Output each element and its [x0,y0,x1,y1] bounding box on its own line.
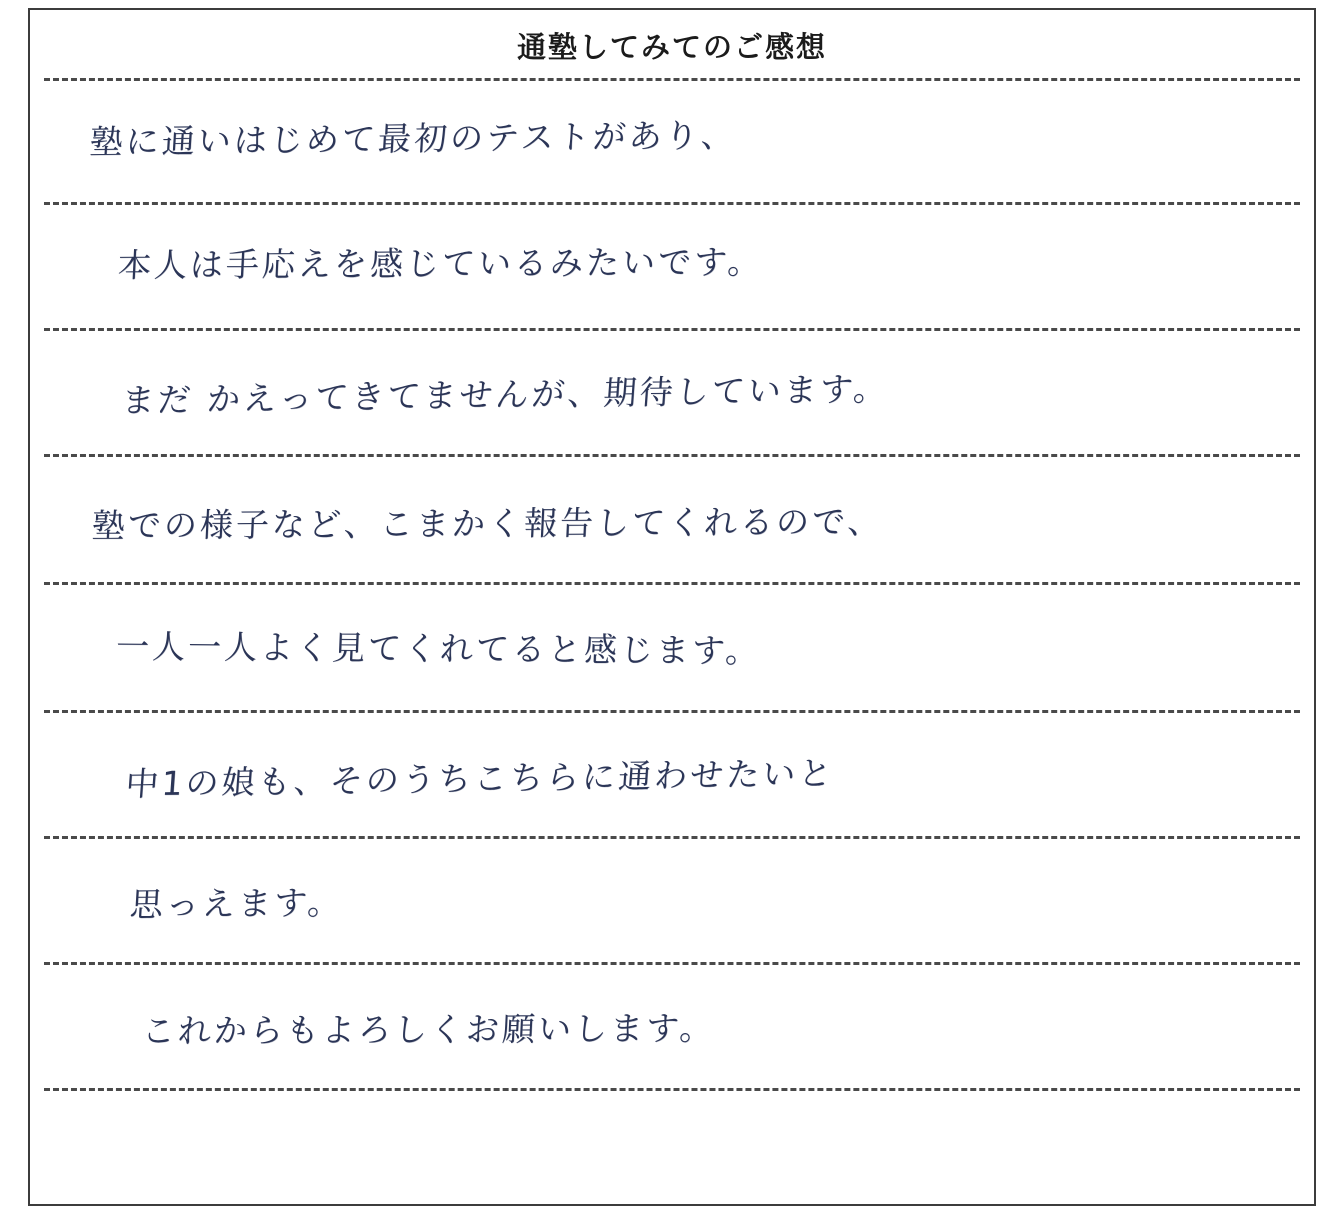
form-border [28,8,1316,1206]
handwritten-text-2: 本人は手応えを感じているみたいです。 [116,242,765,285]
handwritten-line-1 [88,115,739,162]
handwritten-text-6: 中1の娘も、そのうちこちらに通わせたいと [124,753,836,804]
handwritten-line-6 [124,753,836,804]
rule-divider-2 [44,328,1300,331]
handwritten-line-8 [141,1008,717,1051]
rule-divider-5 [44,710,1300,713]
page-title-row [30,10,1314,80]
handwritten-text-8: これからもよろしくお願いします。 [141,1008,717,1051]
rule-divider-0 [44,78,1300,81]
rule-divider-4 [44,582,1300,585]
handwritten-line-4 [90,501,885,546]
handwritten-line-5 [115,626,763,671]
rule-divider-3 [44,454,1300,457]
handwritten-text-5: 一人一人よく見てくれてると感じます。 [115,626,763,671]
rule-divider-6 [44,836,1300,839]
rule-divider-8 [44,1088,1300,1091]
handwritten-line-3 [120,368,891,421]
page-title: 通塾してみてのご感想 [516,29,827,64]
rule-divider-1 [44,202,1300,205]
handwritten-text-3: まだ かえってきてませんが、期待しています。 [120,368,891,421]
handwritten-text-4: 塾での様子など、こまかく報告してくれるので、 [90,501,885,546]
handwritten-text-1: 塾に通いはじめて最初のテストがあり、 [88,115,739,162]
handwritten-text-7: 思っえます。 [128,882,345,925]
rule-divider-7 [44,962,1300,965]
handwritten-line-2 [116,242,765,285]
handwritten-line-7 [128,882,345,925]
